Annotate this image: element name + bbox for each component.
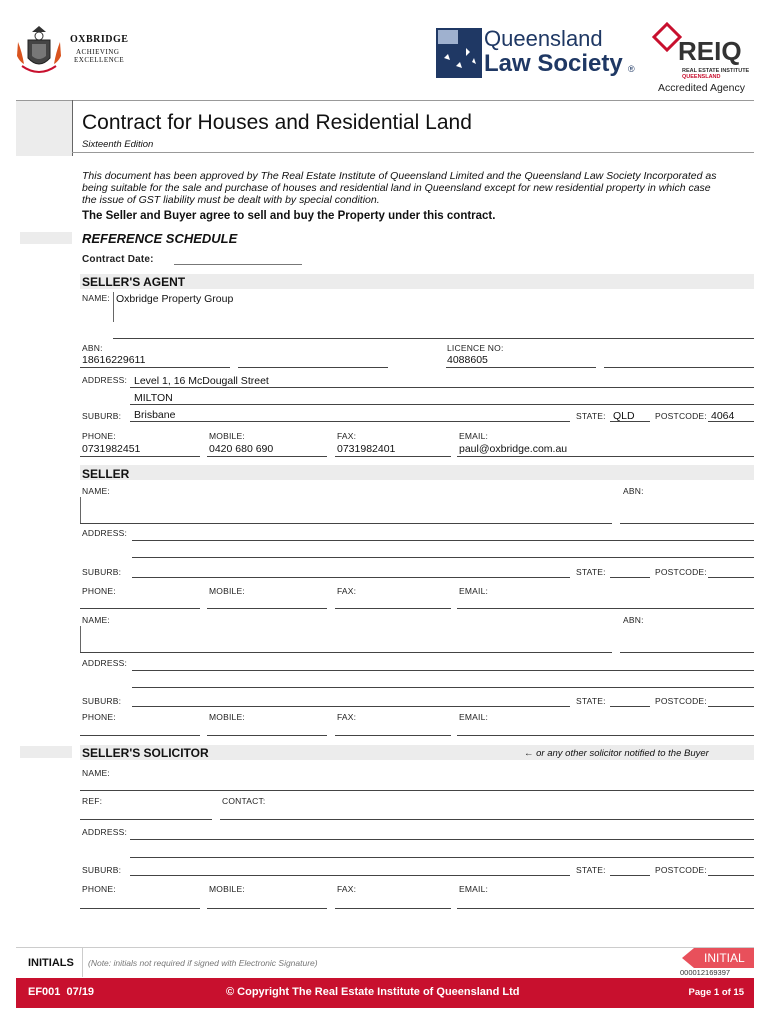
title-top-rule — [16, 100, 754, 101]
footer-page-number: Page 1 of 15 — [688, 987, 744, 998]
seller2-state-field[interactable] — [610, 706, 650, 707]
agent-suburb-value[interactable]: Brisbane — [134, 409, 176, 421]
title-vrule — [72, 100, 73, 156]
seller2-postcode-field[interactable] — [708, 706, 754, 707]
qls-line2: Law Society — [484, 50, 623, 77]
agent-phone-value[interactable]: 0731982451 — [82, 443, 141, 455]
footer-bar — [16, 978, 754, 1008]
solicitor-state-field[interactable] — [610, 875, 650, 876]
seller1-mobile-label: MOBILE: — [209, 586, 245, 596]
seller2-mobile-field[interactable] — [207, 735, 327, 736]
seller1-fax-label: FAX: — [337, 586, 357, 596]
seller2-state-label: STATE: — [576, 696, 606, 706]
seller2-address-field2[interactable] — [132, 687, 754, 688]
contract-date-field[interactable] — [174, 264, 302, 265]
agent-name-line — [113, 338, 754, 339]
seller1-suburb-field[interactable] — [132, 577, 570, 578]
contract-date-label: Contract Date: — [82, 254, 154, 265]
seller1-address-field1[interactable] — [132, 540, 754, 541]
seller2-abn-field[interactable] — [620, 652, 754, 653]
solicitor-address-field1[interactable] — [130, 839, 754, 840]
solicitor-header-bar-left — [20, 746, 72, 758]
agent-fax-value[interactable]: 0731982401 — [337, 443, 396, 455]
qls-flag-icon — [436, 28, 482, 78]
agent-address-line1 — [130, 387, 754, 388]
reiq-sub1: REAL ESTATE INSTITUTE — [682, 68, 750, 74]
seller2-address-label: ADDRESS: — [82, 658, 128, 668]
seller2-name-field[interactable] — [80, 652, 612, 653]
seller2-phone-field[interactable] — [80, 735, 200, 736]
seller1-state-field[interactable] — [610, 577, 650, 578]
page-title: Contract for Houses and Residential Land — [82, 111, 472, 134]
seller1-name-field[interactable] — [80, 523, 612, 524]
solicitor-ref-field[interactable] — [80, 819, 212, 820]
seller1-phone-label: PHONE: — [82, 586, 116, 596]
oxbridge-tag2: EXCELLENCE — [74, 56, 125, 64]
ref-schedule-bar-left — [20, 232, 72, 244]
initial-tab[interactable] — [682, 948, 754, 968]
seller1-abn-field[interactable] — [620, 523, 754, 524]
initials-top-rule — [16, 947, 754, 948]
agent-fax-line — [335, 456, 451, 457]
solicitor-mobile-field[interactable] — [207, 908, 327, 909]
qls-line1: Queensland — [484, 26, 603, 51]
seller1-phone-field[interactable] — [80, 608, 200, 609]
seller2-name-label: NAME: — [82, 615, 110, 625]
seller-section-title: SELLER — [82, 467, 130, 481]
solicitor-fax-label: FAX: — [337, 884, 357, 894]
agent-abn-line1 — [80, 367, 230, 368]
agent-licence-line1 — [446, 367, 596, 368]
solicitor-postcode-field[interactable] — [708, 875, 754, 876]
ref-schedule-title: REFERENCE SCHEDULE — [82, 231, 238, 246]
solicitor-name-label: NAME: — [82, 768, 110, 778]
solicitor-address-label: ADDRESS: — [82, 827, 128, 837]
solicitor-contact-field[interactable] — [220, 819, 754, 820]
agent-address1-value[interactable]: Level 1, 16 McDougall Street — [134, 375, 269, 387]
seller1-address-field2[interactable] — [132, 557, 754, 558]
agent-licence-value[interactable]: 4088605 — [447, 354, 488, 366]
agent-mobile-value[interactable]: 0420 680 690 — [209, 443, 274, 455]
seller1-name-label: NAME: — [82, 486, 110, 496]
agent-email-line — [457, 456, 754, 457]
reiq-sub2: QUEENSLAND — [682, 74, 721, 80]
agent-name-vrule — [113, 292, 114, 322]
agent-postcode-line — [708, 421, 754, 422]
solicitor-name-field[interactable] — [80, 790, 754, 791]
seller1-postcode-label: POSTCODE: — [655, 567, 707, 577]
agent-section-title: SELLER'S AGENT — [82, 275, 186, 289]
agent-suburb-line — [130, 421, 570, 422]
agent-licence-label: LICENCE NO: — [447, 343, 504, 353]
initials-vrule — [82, 947, 83, 977]
seller1-email-label: EMAIL: — [459, 586, 489, 596]
seller1-address-label: ADDRESS: — [82, 528, 128, 538]
reiq-logo — [652, 22, 756, 82]
agent-phone-line — [80, 456, 200, 457]
solicitor-fax-field[interactable] — [335, 908, 451, 909]
agent-name-value[interactable]: Oxbridge Property Group — [116, 293, 234, 305]
seller2-fax-field[interactable] — [335, 735, 451, 736]
agent-address-line2 — [130, 404, 754, 405]
oxbridge-logo — [14, 22, 134, 82]
seller2-mobile-label: MOBILE: — [209, 712, 245, 722]
agent-email-value[interactable]: paul@oxbridge.com.au — [459, 443, 568, 455]
oxbridge-crest-icon — [14, 22, 64, 80]
seller1-abn-label: ABN: — [623, 486, 644, 496]
agent-phone-label: PHONE: — [82, 431, 116, 441]
solicitor-address-field2[interactable] — [130, 857, 754, 858]
seller1-suburb-label: SUBURB: — [82, 567, 122, 577]
solicitor-note-text: or any other solicitor notified to the Buyer — [536, 748, 709, 759]
agent-postcode-label: POSTCODE: — [655, 411, 707, 421]
solicitor-mobile-label: MOBILE: — [209, 884, 245, 894]
seller2-postcode-label: POSTCODE: — [655, 696, 707, 706]
seller2-name-vrule — [80, 626, 81, 652]
seller2-suburb-label: SUBURB: — [82, 696, 122, 706]
initials-label: INITIALS — [28, 957, 74, 969]
solicitor-state-label: STATE: — [576, 865, 606, 875]
seller2-suburb-field[interactable] — [132, 706, 570, 707]
agent-address2-value[interactable]: MILTON — [134, 392, 173, 404]
solicitor-postcode-label: POSTCODE: — [655, 865, 707, 875]
seller1-mobile-field[interactable] — [207, 608, 327, 609]
agent-state-value[interactable]: QLD — [613, 410, 635, 422]
oxbridge-tag1: ACHIEVING — [76, 48, 120, 56]
accredited-agency: Accredited Agency — [658, 82, 745, 94]
title-bottom-rule — [72, 152, 754, 153]
agent-state-label: STATE: — [576, 411, 606, 421]
seller1-state-label: STATE: — [576, 567, 606, 577]
seller-header-bar — [80, 465, 754, 480]
agent-licence-line2 — [604, 367, 754, 368]
seller2-fax-label: FAX: — [337, 712, 357, 722]
seller2-abn-label: ABN: — [623, 615, 644, 625]
arrow-left-icon: ← — [524, 748, 537, 759]
intro-text: This document has been approved by The Real Estate Institute of Queensland Limited and the Queensland Law Society Incorporated as being suitable for the sale and purchase of houses and residential land in Queensland except for new residential property in which case the issue of GST liability must be dealt with by special condition. — [82, 170, 717, 206]
solicitor-ref-label: REF: — [82, 796, 103, 806]
agent-fax-label: FAX: — [337, 431, 357, 441]
seller1-email-field[interactable] — [457, 608, 754, 609]
agent-abn-value[interactable]: 18616229611 — [82, 354, 146, 366]
solicitor-section-title: SELLER'S SOLICITOR — [82, 746, 209, 760]
seller2-email-field[interactable] — [457, 735, 754, 736]
document-number: 000012169397 — [680, 968, 731, 977]
seller2-address-field1[interactable] — [132, 670, 754, 671]
agent-name-label: NAME: — [82, 293, 110, 303]
seller1-name-vrule — [80, 497, 81, 523]
solicitor-phone-label: PHONE: — [82, 884, 116, 894]
agent-postcode-value[interactable]: 4064 — [711, 410, 735, 422]
footer-copyright: © Copyright The Real Estate Institute of Queensland Ltd — [226, 986, 520, 998]
solicitor-email-label: EMAIL: — [459, 884, 489, 894]
solicitor-suburb-label: SUBURB: — [82, 865, 122, 875]
agent-abn-line2 — [238, 367, 388, 368]
agent-mobile-label: MOBILE: — [209, 431, 245, 441]
agent-abn-label: ABN: — [82, 343, 103, 353]
edition-label: Sixteenth Edition — [82, 139, 154, 150]
solicitor-email-field[interactable] — [457, 908, 754, 909]
seller2-email-label: EMAIL: — [459, 712, 489, 722]
seller1-postcode-field[interactable] — [708, 577, 754, 578]
seller1-fax-field[interactable] — [335, 608, 451, 609]
oxbridge-name: OXBRIDGE — [70, 34, 129, 45]
solicitor-phone-field[interactable] — [80, 908, 200, 909]
agent-mobile-line — [207, 456, 327, 457]
seller2-phone-label: PHONE: — [82, 712, 116, 722]
reiq-name: REIQ — [678, 36, 742, 66]
solicitor-suburb-field[interactable] — [130, 875, 570, 876]
initials-note: (Note: initials not required if signed with Electronic Signature) — [88, 958, 318, 968]
agent-suburb-label: SUBURB: — [82, 411, 122, 421]
agent-email-label: EMAIL: — [459, 431, 489, 441]
solicitor-contact-label: CONTACT: — [222, 796, 266, 806]
footer-code: EF001 07/19 — [28, 986, 95, 998]
agreement-text: The Seller and Buyer agree to sell and buy the Property under this contract. — [82, 210, 496, 222]
agent-state-line — [610, 421, 650, 422]
qls-reg-mark: ® — [628, 64, 635, 74]
agent-address-label: ADDRESS: — [82, 375, 128, 385]
initial-tab-label: INITIAL — [704, 951, 745, 965]
title-left-box — [16, 100, 72, 156]
solicitor-note — [524, 748, 709, 759]
qls-logo — [436, 26, 646, 78]
